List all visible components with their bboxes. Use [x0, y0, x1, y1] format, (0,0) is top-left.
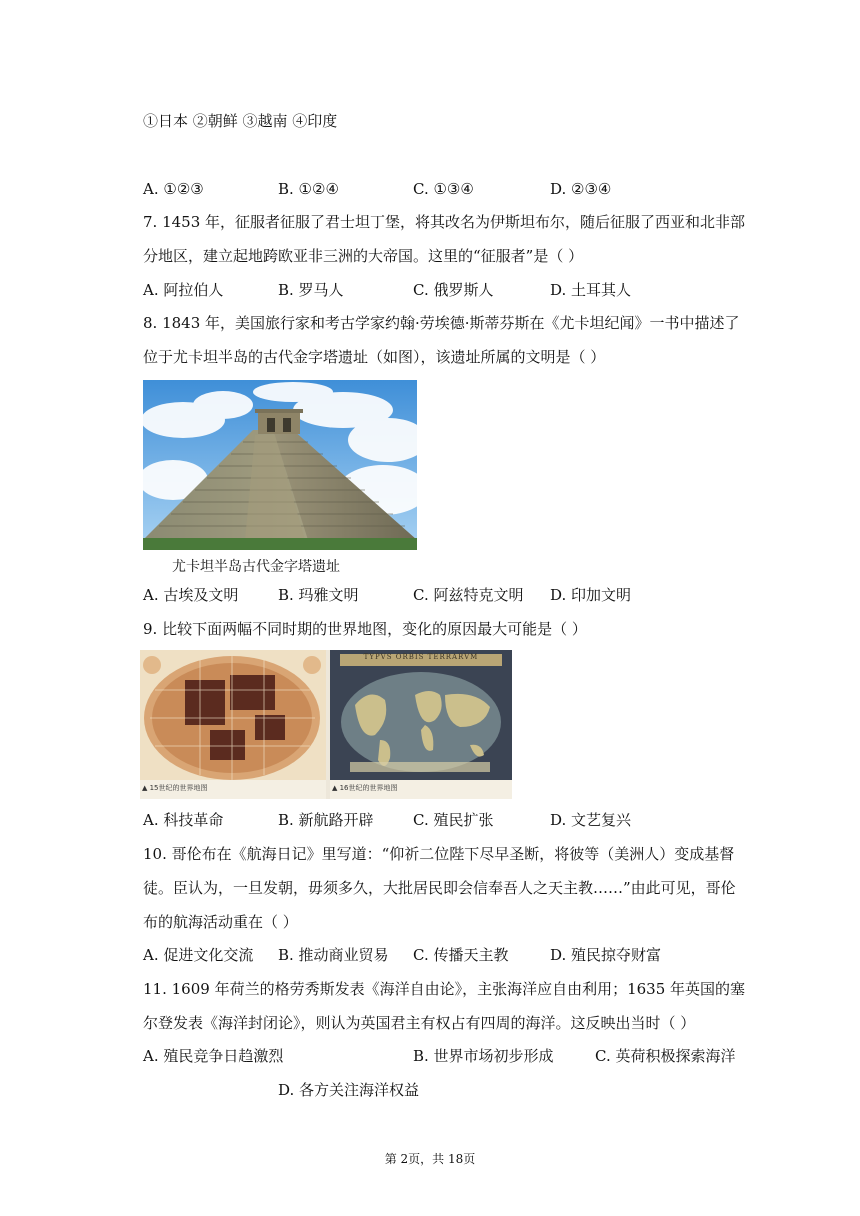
q9-option-d: D. 文艺复兴 — [550, 811, 632, 829]
q6-items: ①日本 ②朝鲜 ③越南 ④印度 — [143, 112, 338, 130]
q9-option-b: B. 新航路开辟 — [278, 811, 374, 829]
q7-option-a: A. 阿拉伯人 — [143, 281, 224, 299]
q11-option-b: B. 世界市场初步形成 — [413, 1047, 554, 1065]
q6-option-c: C. ①③④ — [413, 180, 474, 198]
q9-option-a: A. 科技革命 — [143, 811, 224, 829]
q10-option-b: B. 推动商业贸易 — [278, 946, 389, 964]
q7-line1: 7. 1453 年，征服者征服了君士坦丁堡，将其改名为伊斯坦布尔，随后征服了西亚和北非部 — [143, 213, 746, 231]
q9-line1: 9. 比较下面两幅不同时期的世界地图，变化的原因最大可能是（ ） — [143, 620, 587, 638]
pyramid-caption: 尤卡坦半岛古代金字塔遗址 — [172, 559, 340, 575]
q10-line3: 布的航海活动重在（ ） — [143, 913, 298, 931]
q6-option-a: A. ①②③ — [143, 180, 204, 198]
q8-option-c: C. 阿兹特克文明 — [413, 586, 524, 604]
q8-line2: 位于尤卡坦半岛的古代金字塔遗址（如图），该遗址所属的文明是（ ） — [143, 348, 606, 366]
map2-banner: TYPVS ORBIS TERRARVM — [363, 653, 479, 661]
page-footer: 第 2页，共 18页 — [384, 1152, 476, 1166]
q6-option-b: B. ①②④ — [278, 180, 339, 198]
world-maps-image — [140, 650, 512, 799]
q7-option-b: B. 罗马人 — [278, 281, 344, 299]
q8-option-d: D. 印加文明 — [550, 586, 632, 604]
q7-line2: 分地区，建立起地跨欧亚非三洲的大帝国。这里的“征服者”是（ ） — [143, 247, 584, 265]
map1-caption: ▲ 15世纪的世界地图 — [142, 784, 208, 792]
pyramid-image — [143, 380, 417, 550]
q11-option-a: A. 殖民竞争日趋激烈 — [143, 1047, 284, 1065]
q10-option-c: C. 传播天主教 — [413, 946, 509, 964]
q9-option-c: C. 殖民扩张 — [413, 811, 494, 829]
q6-option-d: D. ②③④ — [550, 180, 612, 198]
q7-option-c: C. 俄罗斯人 — [413, 281, 494, 299]
map2-caption: ▲ 16世纪的世界地图 — [332, 784, 398, 792]
q11-option-d: D. 各方关注海洋权益 — [278, 1081, 420, 1099]
q10-line1: 10. 哥伦布在《航海日记》里写道：“仰祈二位陛下尽早圣断，将彼等（美洲人）变成基督 — [143, 845, 735, 863]
q10-line2: 徒。臣认为，一旦发朝，毋须多久，大批居民即会信奉吾人之天主教……”由此可见，哥伦 — [143, 879, 736, 897]
q11-option-c: C. 英荷积极探索海洋 — [595, 1047, 736, 1065]
q11-line2: 尔登发表《海洋封闭论》，则认为英国君主有权占有四周的海洋。这反映出当时（ ） — [143, 1014, 696, 1032]
q8-line1: 8. 1843 年，美国旅行家和考古学家约翰·劳埃德·斯蒂芬斯在《尤卡坦纪闻》一书中描述了 — [143, 314, 740, 332]
q8-option-a: A. 古埃及文明 — [143, 586, 239, 604]
q10-option-a: A. 促进文化交流 — [143, 946, 254, 964]
q11-line1: 11. 1609 年荷兰的格劳秀斯发表《海洋自由论》，主张海洋应自由利用；1635 年英国的塞 — [143, 980, 746, 998]
q8-option-b: B. 玛雅文明 — [278, 586, 359, 604]
q10-option-d: D. 殖民掠夺财富 — [550, 946, 662, 964]
q7-option-d: D. 土耳其人 — [550, 281, 632, 299]
